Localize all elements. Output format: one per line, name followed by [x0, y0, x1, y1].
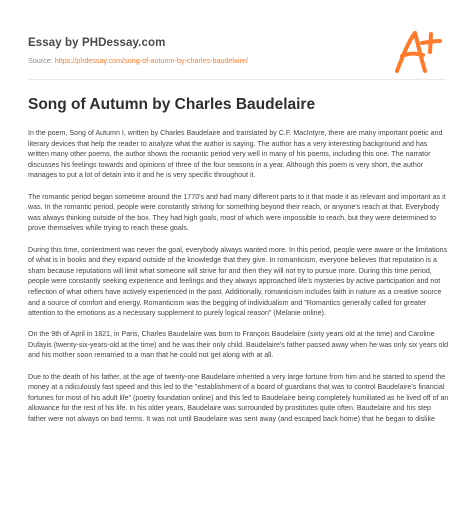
source-label: Source:: [28, 56, 55, 65]
header-divider: [28, 79, 446, 80]
essay-paragraph: The romantic period began sometime around the 1770's and had many different parts to it that made it as relevant and important as it was. In the romantic period, people were constantly striving for something beyond their reach, or anyone's reach at that. Everybody was always thinking outside of the box. They had high goals, most of which were impossible to reach, but they were determined to prove themselves while trying to reach these goals.: [28, 192, 446, 233]
essay-paragraph: Due to the death of his father, at the age of twenty-one Baudelaire inherited a very large fortune from him and he started to spend the money at a ridiculously fast speed and this led to the "establishment of a board of guardians that was to control Baudelaire's financial fortunes for most of his adult life" (poetry foundation online) and this led to Baudelaire being completely humiliated as he lived off of an allowance for the rest of his life. In his older years, Baudelaire was surrounded by prostitutes quite often. Baudelaire and his step father were not always on bad terms. It was not until Baudelaire was sent away (and escaped back home) that he began to dislike: [28, 372, 449, 424]
essay-paragraph: On the 9th of April in 1821, in Paris, Charles Baudelaire was born to François Baudelaire (sixty years old at the time) and Caroline Dufayis (twenty-six-years-old at the time) and he was their only child. Baudelaire's father passed away when he was only six years old and his mother soon remarried to a man that he could not get along with at all.: [28, 330, 449, 360]
essay-paragraph: In the poem, Song of Autumn I, written by Charles Baudelaire and translated by C.F. MacIntyre, there are many important poetic and literary devices that help the reader to analyze what the author is saying. The author has a very interesting background and has written many other poems, the author shows the romantic period very well in many of his poems, including this one. The narrator discusses his feelings towards and opinions of three of the four seasons in a year. Although this poem is very short, the author manages to put a lot of detain into it and he is very specific throughout it.: [28, 129, 443, 180]
source-line: [28, 56, 248, 65]
essay-title: Song of Autumn by Charles Baudelaire: [28, 96, 316, 113]
essay-paragraph: During this time, contentment was never the goal, everybody always wanted more. In this period, people were aware or the limitations of what is in books and they expand outside of the knowledge that they give. In romanticism, everyone believes that reputation is a sham because reputations will limit what someone will strive for and then they will not try to pursue more. During this time period, people were constantly seeking experience and feelings and they always approached life's mysteries by active participation and not reflection of what others have actively experienced in the past. Additionally, romanticism includes faith in nature as a creative source and a source of comfort and energy. Romanticism was the begging of individualism and "Romantics generally called for greater attention to the emotions as a necessary supplement to purely logical reason" (Melanie online).: [28, 245, 448, 318]
a-plus-logo-icon: [392, 28, 444, 76]
essay-body: [28, 128, 450, 435]
source-url-link[interactable]: https://phdessay.com/song-of-autumn-by-charles-baudelaire/: [54, 56, 249, 65]
site-brand: Essay by PHDessay.com: [28, 37, 166, 49]
